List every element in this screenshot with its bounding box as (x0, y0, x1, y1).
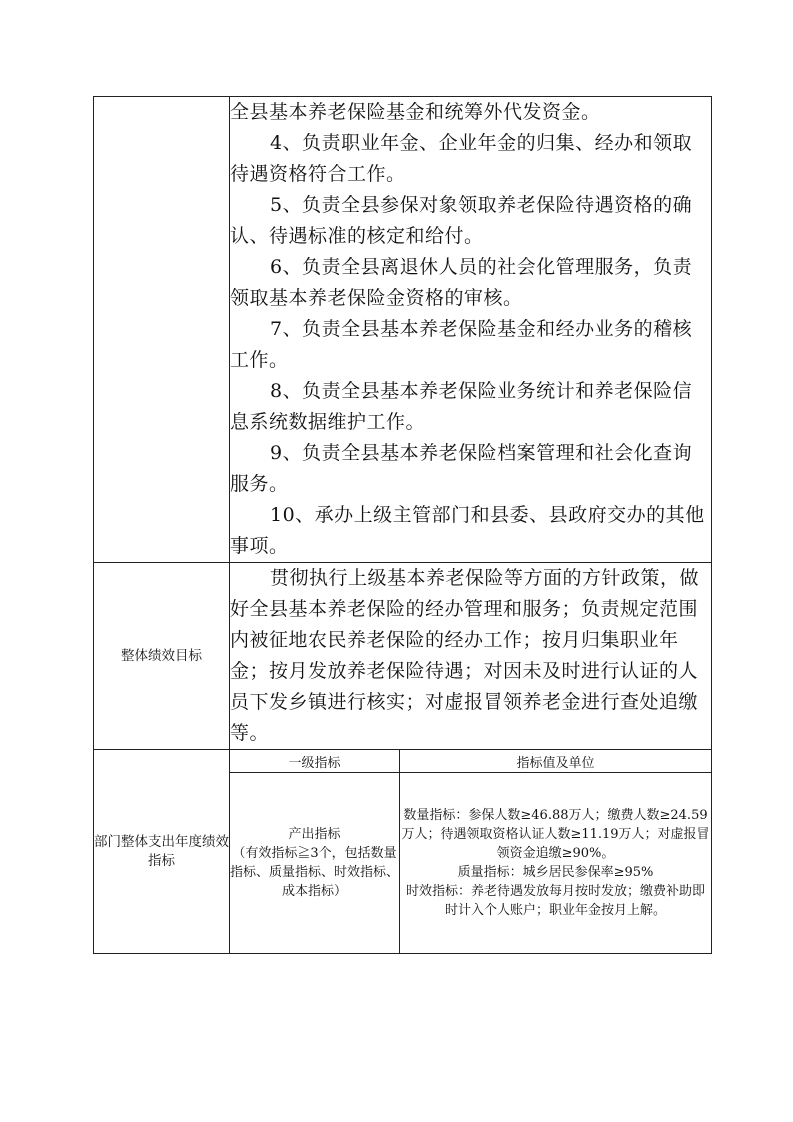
performance-table (93, 96, 712, 954)
duties-continuation: 全县基本养老保险基金和统筹外代发资金。 (230, 101, 601, 123)
indicator-name-cell (230, 773, 400, 954)
duties-cell (230, 97, 712, 563)
goal-row (94, 563, 712, 750)
indicator-header-row (94, 750, 712, 773)
indicator-quality: 质量指标：城乡居民参保率≥95% (457, 865, 654, 880)
indicator-quantity: 数量指标：参保人数≥46.88万人；缴费人数≥24.59万人；待遇领取资格认证人数≥11.19万人；对虚报冒领资金追缴≥90%。 (401, 808, 710, 861)
goal-text: 贯彻执行上级基本养老保险等方面的方针政策，做好全县基本养老保险的经办管理和服务；负责规定范围内被征地农民养老保险的经办工作；按月归集职业年金；按月发放养老保险待遇；对因未及时进行认证的人员下发乡镇进行核实；对虚报冒领养老金进行查处追缴等。 (230, 567, 700, 744)
duty-item: 8、负责全县基本养老保险业务统计和养老保险信息系统数据维护工作。 (230, 380, 693, 433)
duties-label-cell (94, 97, 230, 563)
duty-item: 7、负责全县基本养老保险基金和经办业务的稽核工作。 (230, 318, 693, 371)
indicator-note: （有效指标≧3个，包括数量指标、质量指标、时效指标、成本指标） (230, 846, 400, 899)
duty-item: 9、负责全县基本养老保险档案管理和社会化查询服务。 (230, 442, 693, 495)
duties-row (94, 97, 712, 563)
col-value-header: 指标值及单位 (400, 750, 712, 773)
duty-item: 10、承办上级主管部门和县委、县政府交办的其他事项。 (230, 504, 705, 557)
duty-item: 6、负责全县离退休人员的社会化管理服务，负责领取基本养老保险金资格的审核。 (230, 256, 693, 309)
indicators-label: 部门整体支出年度绩效指标 (94, 750, 230, 954)
duty-item: 5、负责全县参保对象领取养老保险待遇资格的确认、待遇标准的核定和给付。 (230, 194, 693, 247)
goal-cell (230, 563, 712, 750)
col-level1-header: 一级指标 (230, 750, 400, 773)
indicator-name: 产出指标 (288, 827, 341, 842)
indicator-timeliness: 时效指标：养老待遇发放每月按时发放；缴费补助即时计入个人账户；职业年金按月上解。 (405, 884, 705, 918)
indicator-value-cell (400, 773, 712, 954)
duty-item: 4、负责职业年金、企业年金的归集、经办和领取待遇资格符合工作。 (230, 132, 693, 185)
goal-label: 整体绩效目标 (94, 563, 230, 750)
